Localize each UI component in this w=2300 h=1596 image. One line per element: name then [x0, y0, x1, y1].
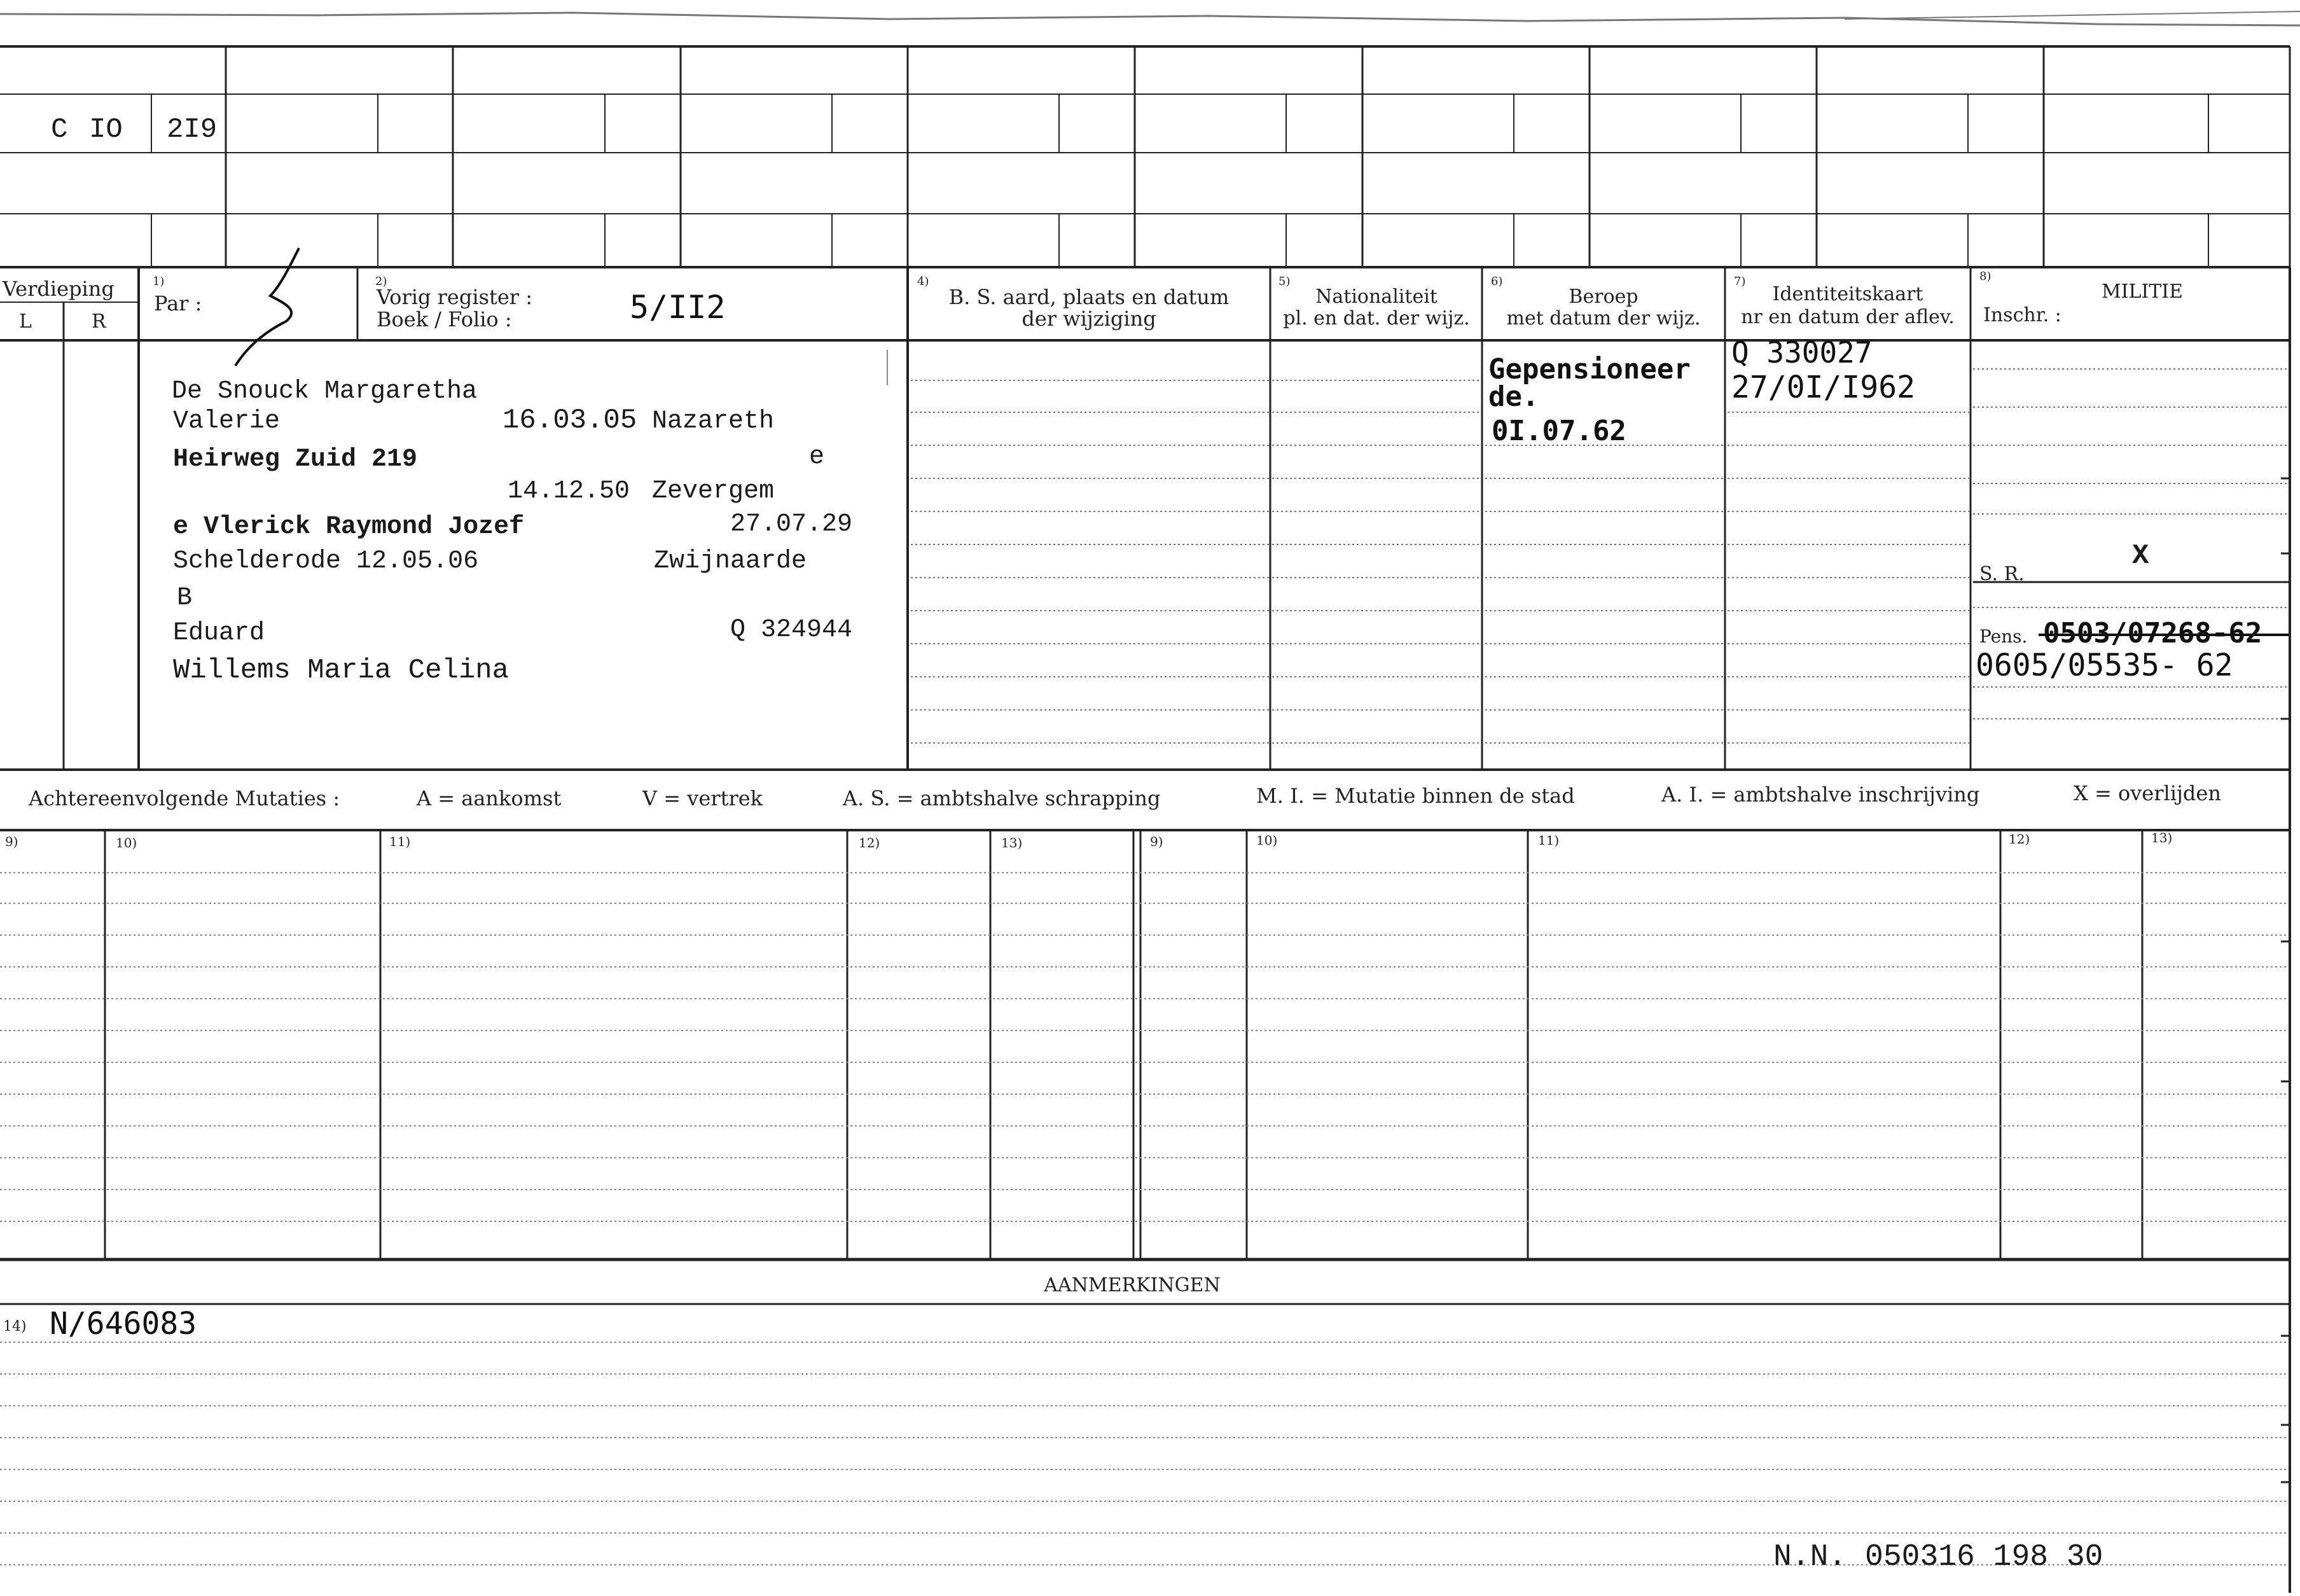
person-id-number: Q 324944	[730, 616, 853, 644]
boek-folio-value: 5/II2	[630, 289, 726, 326]
beroep-header-1: Beroep	[1569, 286, 1638, 308]
par-label: Par :	[154, 291, 202, 316]
n7: 7)	[1734, 275, 1746, 288]
person-spouse-date: 27.07.29	[730, 510, 853, 539]
legend-as: A. S. = ambtshalve schrapping	[843, 786, 1161, 810]
id-header-1: Identiteitskaart	[1772, 283, 1923, 305]
legend-title: Achtereenvolgende Mutaties :	[29, 786, 340, 810]
id-card-date: 27/0I/I962	[1731, 370, 1915, 405]
verdieping-l: L	[19, 310, 32, 333]
person-birth-date: 16.03.05	[502, 405, 637, 436]
legend	[28, 781, 2221, 810]
mut-right-10: 10)	[1256, 833, 1278, 848]
sr-label: S. R.	[1979, 563, 2025, 585]
n8: 8)	[1979, 270, 1992, 283]
aanmerkingen-rule-lines	[0, 1342, 2290, 1565]
pens-struck: 0503/07268-62	[2043, 617, 2262, 649]
person-line3-e: e	[809, 443, 825, 471]
beroep-line1: Gepensioneer	[1488, 353, 1691, 385]
code-house: 2I9	[167, 114, 218, 146]
person-eduard: Eduard	[173, 619, 265, 648]
n1: 1)	[153, 275, 165, 288]
pens-label: Pens.	[1979, 626, 2028, 647]
boek-folio-label: Boek / Folio :	[377, 307, 512, 331]
nn-number: N.N. 050316 198 30	[1773, 1540, 2103, 1574]
person-line1: De Snouck Margaretha	[172, 377, 478, 406]
legend-x: X = overlijden	[2074, 781, 2221, 805]
id-card-number: Q 330027	[1731, 335, 1873, 370]
n4: 4)	[917, 275, 929, 288]
vorig-register-label: Vorig register :	[377, 285, 533, 309]
code-number: IO	[89, 114, 123, 146]
nat-header-1: Nationaliteit	[1315, 286, 1438, 308]
person-marriage-place: Zevergem	[652, 477, 775, 506]
n5: 5)	[1278, 275, 1291, 288]
mut-left-11: 11)	[389, 834, 411, 849]
right-edge	[2281, 267, 2290, 1593]
person-spouse: e Vlerick Raymond Jozef	[173, 513, 525, 541]
person-spouse-place: Zwijnaarde	[654, 547, 807, 576]
aanmerkingen-title: AANMERKINGEN	[1044, 1274, 1221, 1296]
legend-ai: A. I. = ambtshalve inschrijving	[1661, 782, 1980, 807]
top-grid	[0, 46, 2290, 267]
mut-left-13: 13)	[1001, 835, 1023, 850]
par-handwritten-mark	[235, 248, 299, 366]
n14: 14)	[3, 1319, 27, 1335]
n6: 6)	[1491, 275, 1503, 288]
inschr-label: Inschr. :	[1983, 304, 2061, 326]
person-line2-left: Valerie	[173, 407, 281, 436]
mut-right-12: 12)	[2009, 831, 2030, 847]
verdieping-r: R	[92, 310, 106, 333]
sr-value: X	[2132, 540, 2149, 572]
mutaties-rule-lines	[0, 873, 2290, 1221]
militie-label: MILITIE	[2101, 281, 2184, 303]
person-address: Heirweg Zuid 219	[173, 445, 418, 474]
person-birth-place: Nazareth	[652, 407, 775, 436]
bs-header-1: B. S. aard, plaats en datum	[948, 285, 1230, 309]
mutaties-lines	[0, 830, 2290, 1259]
id-header-2: nr en datum der aflev.	[1741, 306, 1955, 328]
aanmerkingen-value: N/646083	[50, 1306, 197, 1342]
person-spouse-birth: Schelderode 12.05.06	[173, 547, 479, 576]
mut-right-11: 11)	[1538, 833, 1560, 848]
legend-v: V = vertrek	[642, 786, 763, 810]
mut-left-12: 12)	[859, 835, 880, 850]
top-edge	[0, 11, 2300, 25]
verdieping-label: Verdieping	[3, 277, 114, 301]
bs-header-2: der wijziging	[1022, 307, 1156, 331]
beroep-header-2: met datum der wijz.	[1506, 307, 1701, 330]
legend-a: A = aankomst	[417, 786, 562, 810]
person-willems: Willems Maria Celina	[173, 655, 509, 686]
mut-left-9: 9)	[5, 834, 18, 849]
beroep-date: 0I.07.62	[1492, 415, 1626, 447]
mut-left-10: 10)	[116, 835, 137, 850]
code-letter: C	[51, 114, 68, 146]
pens-value: 0605/05535- 62	[1976, 648, 2233, 683]
nat-header-2: pl. en dat. der wijz.	[1283, 307, 1470, 330]
person-block	[172, 377, 852, 686]
person-line7: B	[177, 584, 193, 613]
person-marriage-date: 14.12.50	[508, 477, 630, 506]
mut-right-13: 13)	[2151, 830, 2173, 845]
legend-mi: M. I. = Mutatie binnen de stad	[1256, 784, 1575, 808]
beroep-line2: de.	[1488, 380, 1539, 413]
n2: 2)	[375, 275, 387, 288]
mut-right-9: 9)	[1150, 834, 1163, 849]
